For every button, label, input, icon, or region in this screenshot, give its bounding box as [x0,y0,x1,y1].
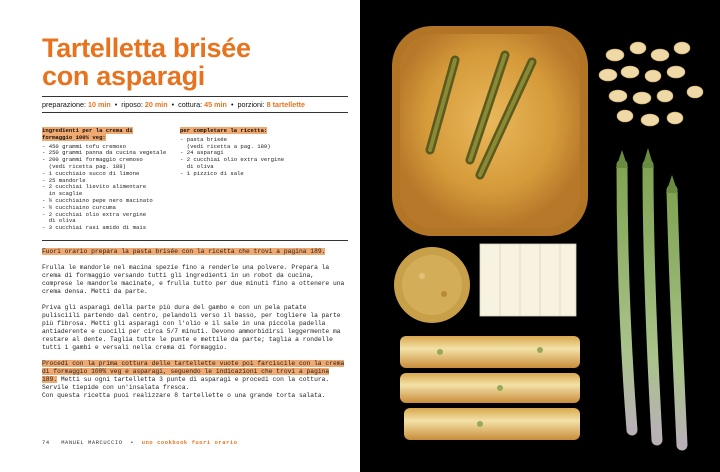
ingredients-cream-list [42,144,182,232]
ingredients-cream-heading-1: ingredienti per la crema di [42,127,133,134]
book-title: uno cookbook fuori orario [141,440,238,446]
prep-label: preparazione: [42,100,86,109]
cook-value: 45 min [204,100,227,109]
tofu-slices [480,244,576,316]
ingredient-item: (vedi ricetta a pag. 189) [180,142,271,150]
asparagus [616,148,682,445]
recipe-meta [42,100,348,109]
title-line-1: Tartelletta brisée [42,33,251,63]
page-number: 74 [42,440,50,446]
ingredient-item: - 450 grammi tofu cremoso [42,142,126,150]
rest-label: riposo: [121,100,143,109]
intro-highlight: Fuori orario prepara la pasta brisée con la ricetta che trovi a pagina 189. [42,248,326,255]
footer-separator: • [130,440,135,446]
ingredients-photo [360,0,720,472]
rest-value: 20 min [144,100,168,109]
step-3-closing: Con questa ricetta puoi realizzare 8 tartellette o una grande torta salata. [42,392,326,399]
step-paragraph-3 [42,360,348,400]
tart-slices [400,336,580,440]
ingredient-item: - ½ cucchiaino curcuma [42,203,116,211]
ingredient-item: - 200 grammi formaggio cremoso [42,156,143,164]
ingredient-item: - 2 cucchiai lievito alimentare [42,183,147,191]
ingredient-item: - 2 cucchiai olio extra vergine [180,156,285,164]
portions-label: porzioni: [237,100,265,109]
spice-powder [394,247,470,323]
step-3-highlight: Procedi con la prima cottura delle tartellette vuote poi farciscile con la crema di formaggio 100% veg e asparagi, seguendo le indicazioni che trovi a pagina 189. [42,360,345,383]
instructions-rule [42,240,348,241]
author-name: MANUEL MARCUCCIO [61,440,123,446]
ingredients-cream-heading-2: formaggio 100% veg: [42,133,106,141]
meta-separator: • [114,100,118,109]
ingredient-item: - 250 grammi panna da cucina vegetale [42,149,167,157]
ingredients-complete-list [180,137,348,178]
ingredient-item: di oliva [180,162,214,170]
meta-bottom-rule [42,112,348,113]
prep-value: 10 min [87,100,111,109]
cook-label: cottura: [178,100,203,109]
ingredient-item: - 1 pizzico di sale [180,169,244,177]
step-paragraph-2: Priva gli asparagi della parte più dura del gambo e con un pela patate pulisciili partendo dal centro, pelandoli verso il basso, per togliere la parte più fibrosa. Metti gli asparagi con l'olio e il sale in una piccola padella antiaderente e cuocili per circa 5/7 minuti. Devono ammorbidirsi leggermente ma restare al dente. Taglia tutte le punte e mettile da parte; taglia a rondelle tutti i gambi e versali nella crema di formaggio. [42,304,341,351]
recipe-title [42,34,251,90]
ingredient-item: - 1 cucchiaio succo di limone [42,169,140,177]
meta-separator: • [230,100,234,109]
tart [392,26,588,236]
ingredients-complete-heading: per completare la ricetta: [180,127,268,134]
ingredient-item: - pasta brisée [180,135,227,143]
ingredient-item: - 3 cucchiai rasi amido di mais [42,224,147,232]
ingredients-cream [42,128,182,232]
ingredient-item: (vedi ricetta pag. 188) [42,162,126,170]
meta-separator: • [171,100,175,109]
ingredient-item: di oliva [42,217,76,225]
ingredient-item: - 2 cucchiai olio extra vergine [42,210,147,218]
photo-page [360,0,720,472]
step-3-text: Metti su ogni tartelletta 3 punte di asparagi e procedi con la cottura. Servile tiepide con un'insalata fresca. [42,376,330,391]
ingredient-item: in scaglie [42,190,83,198]
ingredients-complete [180,128,348,178]
title-line-2: con asparagi [42,61,205,91]
ingredient-item: - 24 asparagi [180,149,224,157]
ingredient-item: - 25 mandorle [42,176,86,184]
instructions [42,248,348,408]
meta-top-rule [42,96,348,97]
intro-paragraph [42,248,348,256]
almonds [599,42,703,126]
step-paragraph-1: Frulla le mandorle nel macina spezie fino a renderle una polvere. Prepara la crema di formaggio versando tutti gli ingredienti in un robot da cucina, comprese le mandorle macinate, e frulla tutto per due minuti fino a ottenere una crema densa. Metti da parte. [42,264,345,295]
page-footer [42,440,238,446]
portions-value: 8 tartellette [266,100,305,109]
ingredient-item: - ½ cucchiaino pepe nero macinato [42,196,153,204]
